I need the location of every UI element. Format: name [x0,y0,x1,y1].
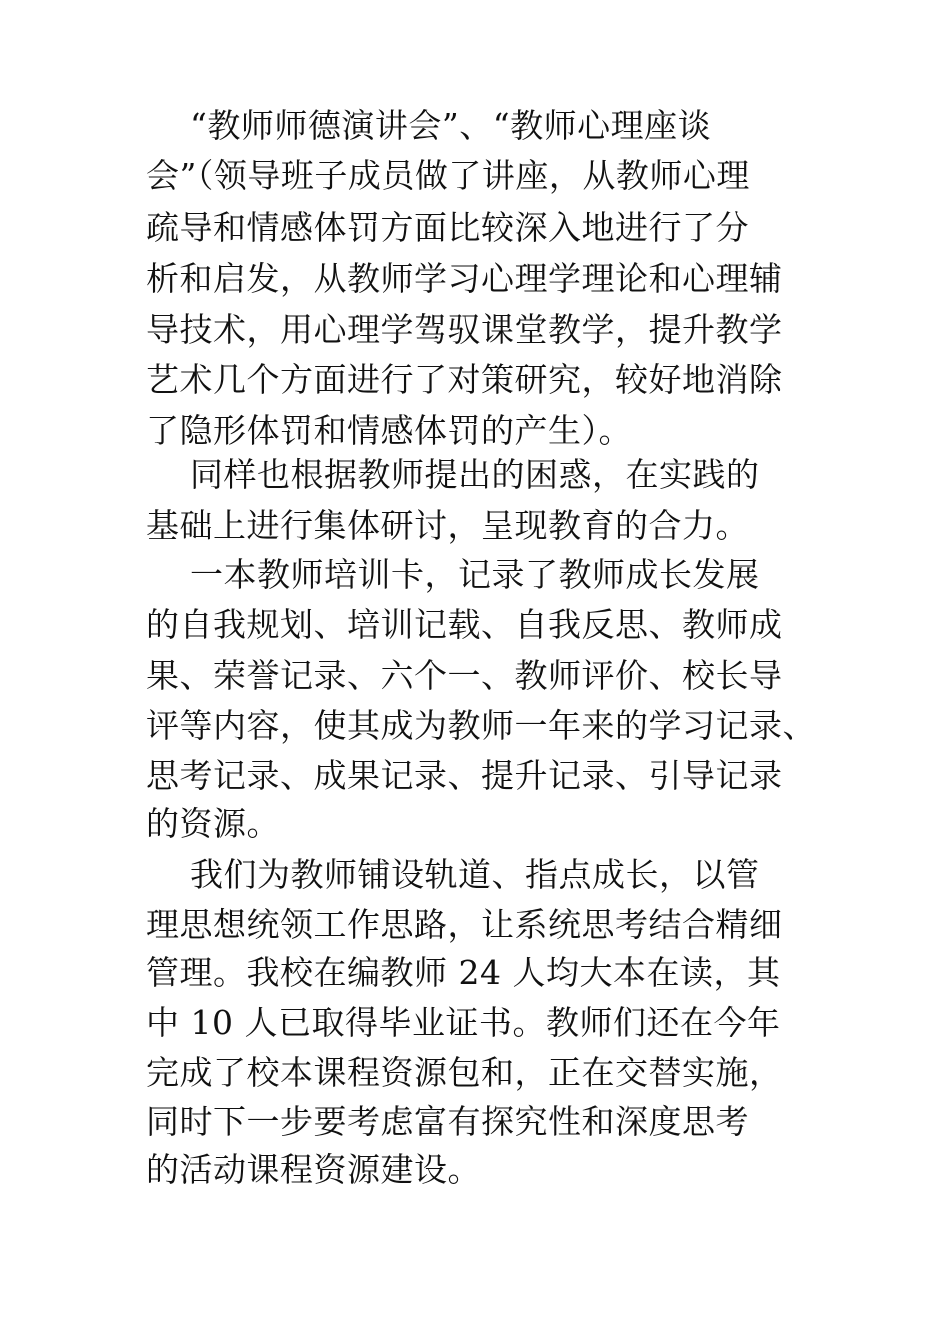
text-line: 会”（领导班子成员做了讲座，从教师心理 [146,156,750,195]
text-line: 一本教师培训卡，记录了教师成长发展 [146,555,760,594]
text-line: 我们为教师铺设轨道、指点成长，以管 [146,855,760,894]
text-line: 完成了校本课程资源包和，正在交替实施， [146,1053,783,1092]
text-line: 同样也根据教师提出的困惑，在实践的 [146,455,760,494]
text-line: 中 10 人已取得毕业证书。教师们还在今年 [146,1003,781,1042]
text-line: 疏导和情感体罚方面比较深入地进行了分 [146,208,749,247]
text-line: 基础上进行集体研讨，呈现教育的合力。 [146,506,749,545]
text-line: 管理。我校在编教师 24 人均大本在读，其 [146,953,781,992]
text-line: 果、荣誉记录、六个一、教师评价、校长导 [146,656,783,695]
text-line: 的自我规划、培训记载、自我反思、教师成 [146,605,783,644]
text-line: 的资源。 [146,804,280,843]
text-line: 了隐形体罚和情感体罚的产生）。 [146,411,632,450]
text-line: 评等内容，使其成为教师一年来的学习记录、 [146,706,816,745]
text-line: 思考记录、成果记录、提升记录、引导记录 [146,756,783,795]
text-line: 同时下一步要考虑富有探究性和深度思考 [146,1102,749,1141]
text-line: 的活动课程资源建设。 [146,1150,481,1189]
text-line: 析和启发，从教师学习心理学理论和心理辅 [146,259,783,298]
text-line: 理思想统领工作思路，让系统思考结合精细 [146,905,783,944]
text-line: “教师师德演讲会”、“教师心理座谈 [146,106,712,145]
text-line: 艺术几个方面进行了对策研究，较好地消除 [146,360,783,399]
text-line: 导技术，用心理学驾驭课堂教学，提升教学 [146,310,783,349]
